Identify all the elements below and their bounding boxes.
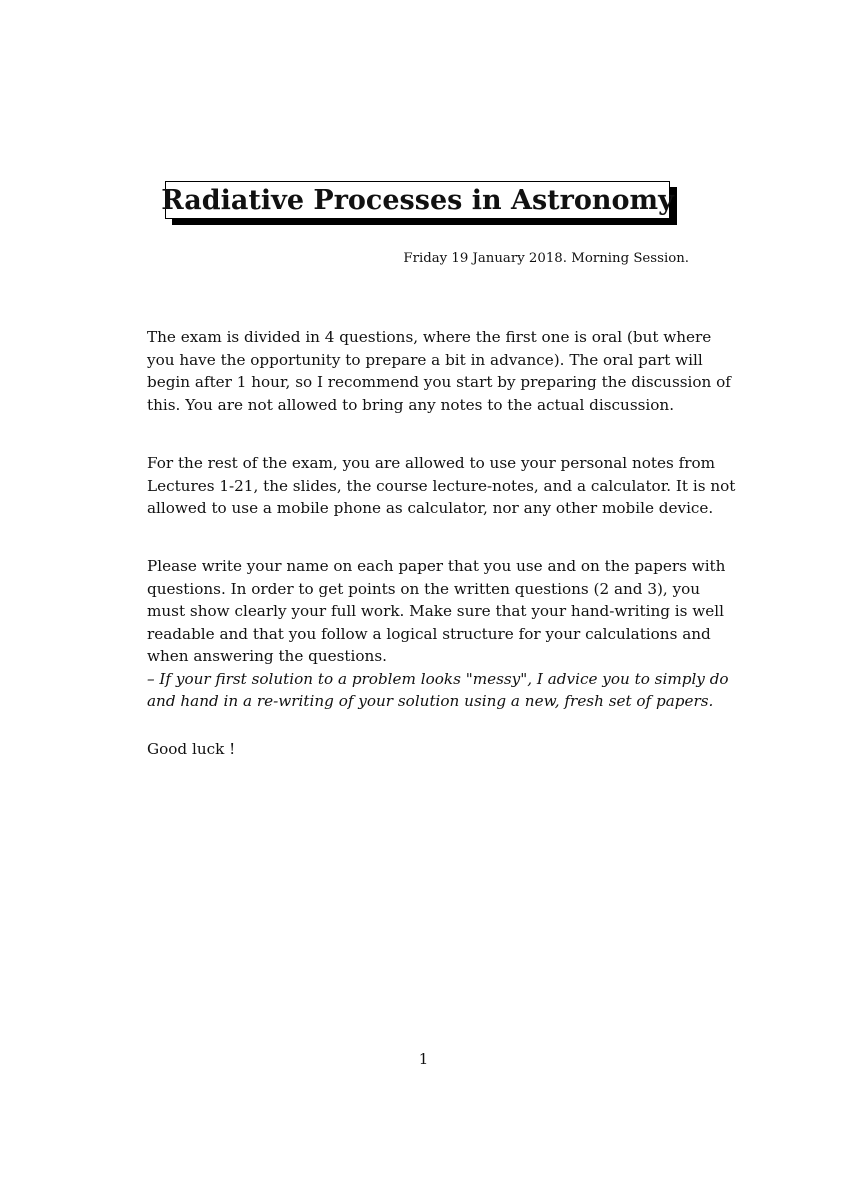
text-line: readable and that you follow a logical structure for your calculations and <box>147 624 711 643</box>
paragraph-oral-exam <box>147 326 731 416</box>
paragraph-instructions <box>147 555 729 713</box>
text-line: For the rest of the exam, you are allowed to use your personal notes from <box>147 454 716 472</box>
page-title: Radiative Processes in Astronomy <box>161 184 674 216</box>
session-date: Friday 19 January 2018. Morning Session. <box>403 251 689 266</box>
text-line: when answering the questions. <box>147 647 387 665</box>
title-frame <box>161 181 674 219</box>
text-line: questions. In order to get points on the written questions (2 and 3), you <box>147 579 701 598</box>
text-line: The exam is divided in 4 questions, where the first one is oral (but where <box>147 328 712 346</box>
text-line: this. You are not allowed to bring any notes to the actual discussion. <box>147 395 675 414</box>
text-line: Lectures 1-21, the slides, the course lecture-notes, and a calculator. It is not <box>147 476 736 495</box>
page-number: 1 <box>418 1050 429 1068</box>
text-line: begin after 1 hour, so I recommend you start by preparing the discussion of <box>147 373 731 391</box>
text-line: Please write your name on each paper that you use and on the papers with <box>147 557 726 575</box>
title-box <box>161 181 674 219</box>
closing-text: Good luck ! <box>147 740 236 758</box>
text-line: must show clearly your full work. Make sure that your hand-writing is well <box>147 602 724 620</box>
paragraph-allowed-materials <box>147 452 736 520</box>
text-line: allowed to use a mobile phone as calculator, nor any other mobile device. <box>147 499 714 517</box>
advice-line: – If your first solution to a problem looks "messy", I advice you to simply do <box>147 669 729 688</box>
advice-line: and hand in a re-writing of your solution using a new, fresh set of papers. <box>147 692 714 710</box>
text-line: you have the opportunity to prepare a bit in advance). The oral part will <box>147 350 703 369</box>
